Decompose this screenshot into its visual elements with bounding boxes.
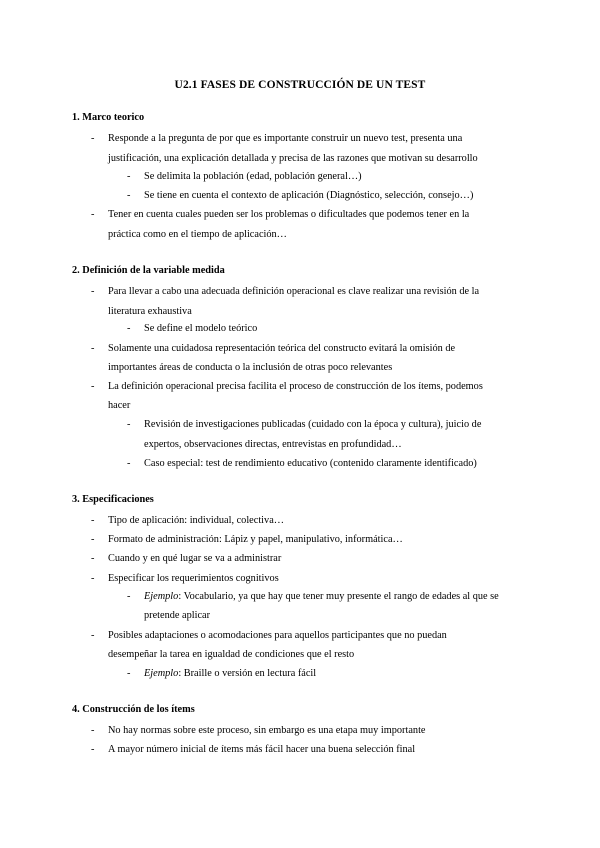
sub-item-text: Revisión de investigaciones publicadas (cuidado con la época y cultura), juicio de [144, 419, 482, 430]
bullet-dash: - [127, 323, 131, 334]
bullet-dash: - [91, 630, 95, 641]
list-item-text: Responde a la pregunta de por que es importante construir un nuevo test, presenta una [108, 133, 463, 144]
list-item-text: Solamente una cuidadosa representación teórica del constructo evitará la omisión de [108, 343, 456, 354]
bullet-dash: - [127, 171, 131, 182]
list-item-text: A mayor número inicial de ítems más fácil hacer una buena selección final [108, 744, 416, 755]
bullet-dash: - [91, 744, 95, 755]
bullet-dash: - [91, 515, 95, 526]
sub-item-text: Caso especial: test de rendimiento educativo (contenido claramente identificado) [144, 458, 477, 469]
sub-item-text: pretende aplicar [144, 610, 211, 621]
example-label: Ejemplo [144, 668, 179, 679]
sub-item-text [144, 590, 499, 604]
list-item-text: importantes áreas de conducta o la inclusión de otras poco relevantes [108, 362, 393, 373]
list-item-text: Especificar los requerimientos cognitivos [108, 573, 279, 584]
section-heading: 2. Definición de la variable medida [72, 265, 225, 276]
sub-item-text [144, 667, 316, 681]
list-item-text: práctica como en el tiempo de aplicación… [108, 229, 287, 240]
section-heading: 1. Marco teorico [72, 112, 145, 123]
bullet-dash: - [127, 190, 131, 201]
bullet-dash: - [91, 553, 95, 564]
sub-item-text: Se delimita la población (edad, población general…) [144, 171, 362, 182]
bullet-dash: - [91, 286, 95, 297]
list-item-text: Cuando y en qué lugar se va a administrar [108, 553, 282, 564]
bullet-dash: - [91, 725, 95, 736]
bullet-dash: - [91, 381, 95, 392]
bullet-dash: - [127, 591, 131, 602]
list-item-text: literatura exhaustiva [108, 306, 192, 317]
bullet-dash: - [127, 668, 131, 679]
bullet-dash: - [127, 419, 131, 430]
page-title: U2.1 FASES DE CONSTRUCCIÓN DE UN TEST [174, 79, 426, 91]
section-heading: 3. Especificaciones [72, 494, 154, 505]
sub-item-text: Se define el modelo teórico [144, 323, 258, 334]
list-item-text: Formato de administración: Lápiz y papel, manipulativo, informática… [108, 534, 403, 545]
list-item-text: La definición operacional precisa facilita el proceso de construcción de los ítems, podemos [108, 381, 483, 392]
example-text: : Vocabulario, ya que hay que tener muy presente el rango de edades al que se [178, 591, 499, 602]
bullet-dash: - [91, 343, 95, 354]
example-text: : Braille o versión en lectura fácil [178, 668, 317, 679]
bullet-dash: - [91, 573, 95, 584]
bullet-dash: - [91, 133, 95, 144]
list-item-text: hacer [108, 400, 131, 411]
bullet-dash: - [91, 534, 95, 545]
sub-item-text: expertos, observaciones directas, entrevistas en profundidad… [144, 439, 402, 450]
section-heading: 4. Construcción de los ítems [72, 704, 195, 715]
sub-item-text: Se tiene en cuenta el contexto de aplicación (Diagnóstico, selección, consejo…) [144, 190, 474, 201]
list-item-text: Tipo de aplicación: individual, colectiva… [108, 515, 285, 526]
list-item-text: Tener en cuenta cuales pueden ser los problemas o dificultades que podemos tener en la [108, 209, 470, 220]
bullet-dash: - [91, 209, 95, 220]
list-item-text: justificación, una explicación detallada y precisa de las razones que motivan su desarrollo [108, 153, 478, 164]
bullet-dash: - [127, 458, 131, 469]
list-item-text: desempeñar la tarea en igualdad de condiciones que el resto [108, 649, 355, 660]
list-item-text: Para llevar a cabo una adecuada definición operacional es clave realizar una revisión de la [108, 286, 480, 297]
list-item-text: No hay normas sobre este proceso, sin embargo es una etapa muy importante [108, 725, 426, 736]
example-label: Ejemplo [144, 591, 179, 602]
list-item-text: Posibles adaptaciones o acomodaciones para aquellos participantes que no puedan [108, 630, 447, 641]
